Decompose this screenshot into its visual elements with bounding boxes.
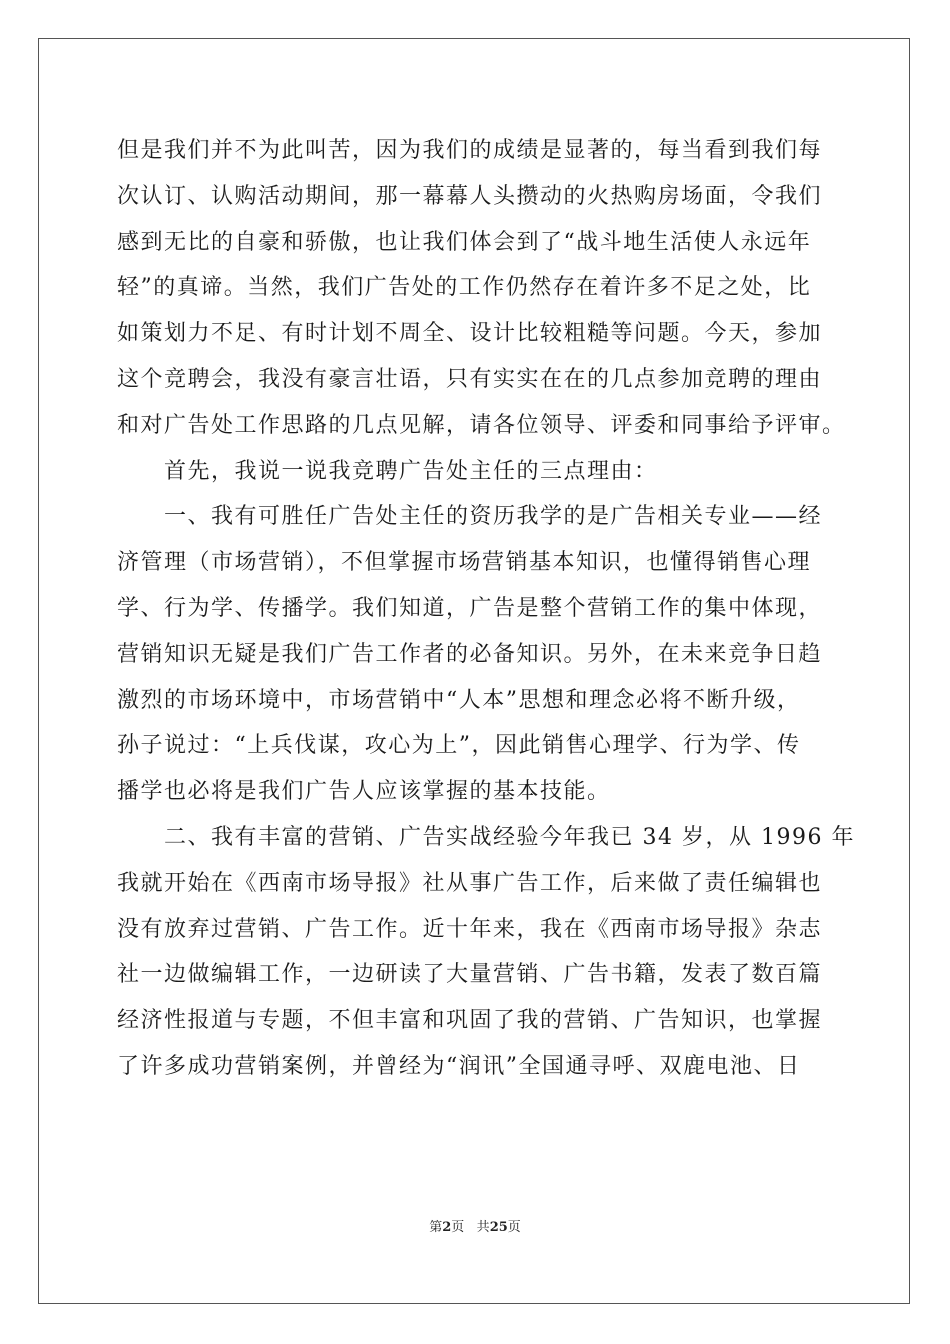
total-unit: 页 — [507, 1220, 521, 1235]
current-page-number: 2 — [442, 1220, 452, 1235]
text-line: 社一边做编辑工作，一边研读了大量营销、广告书籍，发表了数百篇 — [117, 962, 823, 988]
text-line: 但是我们并不为此叫苦，因为我们的成绩是显著的，每当看到我们每 — [117, 138, 823, 163]
document-body — [117, 128, 855, 1090]
text-line: 播学也必将是我们广告人应该掌握的基本技能。 — [117, 779, 611, 805]
text-line: 激烈的市场环境中，市场营销中“人本”思想和理念必将不断升级， — [117, 687, 801, 713]
page-prefix: 第 — [429, 1220, 443, 1235]
text-line: 如策划力不足、有时计划不周全、设计比较粗糙等问题。今天，参加 — [117, 321, 823, 347]
text-line: 次认订、认购活动期间，那一幕幕人头攒动的火热购房场面，令我们 — [117, 183, 823, 209]
text-line: 和对广告处工作思路的几点见解，请各位领导、评委和同事给予评审。 — [117, 412, 846, 438]
text-line: 二、我有丰富的营销、广告实战经验今年我已 34 岁，从 1996 年 — [164, 824, 855, 850]
total-page-count: 25 — [489, 1220, 508, 1235]
text-line: 学、行为学、传播学。我们知道，广告是整个营销工作的集中体现， — [117, 595, 823, 621]
text-line: 这个竞聘会，我没有豪言壮语，只有实实在在的几点参加竞聘的理由 — [117, 366, 823, 392]
text-line: 经济性报道与专题，不但丰富和巩固了我的营销、广告知识，也掌握 — [117, 1008, 823, 1034]
page-unit: 页 — [451, 1220, 465, 1235]
text-line: 首先，我说一说我竞聘广告处主任的三点理由： — [164, 458, 658, 484]
text-line: 营销知识无疑是我们广告工作者的必备知识。另外，在未来竞争日趋 — [117, 641, 823, 667]
text-line: 没有放弃过营销、广告工作。近十年来，我在《西南市场导报》杂志 — [117, 916, 823, 942]
text-line: 我就开始在《西南市场导报》社从事广告工作，后来做了责任编辑也 — [117, 870, 823, 896]
page-footer — [0, 1219, 950, 1237]
text-line: 轻”的真谛。当然，我们广告处的工作仍然存在着许多不足之处，比 — [117, 275, 812, 301]
total-prefix: 共 — [476, 1220, 490, 1235]
text-line: 感到无比的自豪和骄傲，也让我们体会到了“战斗地生活使人永远年 — [117, 229, 812, 255]
text-line: 济管理（市场营销），不但掌握市场营销基本知识，也懂得销售心理 — [117, 550, 812, 576]
text-line: 孙子说过：“上兵伐谋，攻心为上”，因此销售心理学、行为学、传 — [117, 733, 801, 759]
text-line: 了许多成功营销案例，并曾经为“润讯”全国通寻呼、双鹿电池、日 — [117, 1053, 801, 1079]
text-line: 一、我有可胜任广告处主任的资历我学的是广告相关专业——经 — [164, 504, 823, 530]
